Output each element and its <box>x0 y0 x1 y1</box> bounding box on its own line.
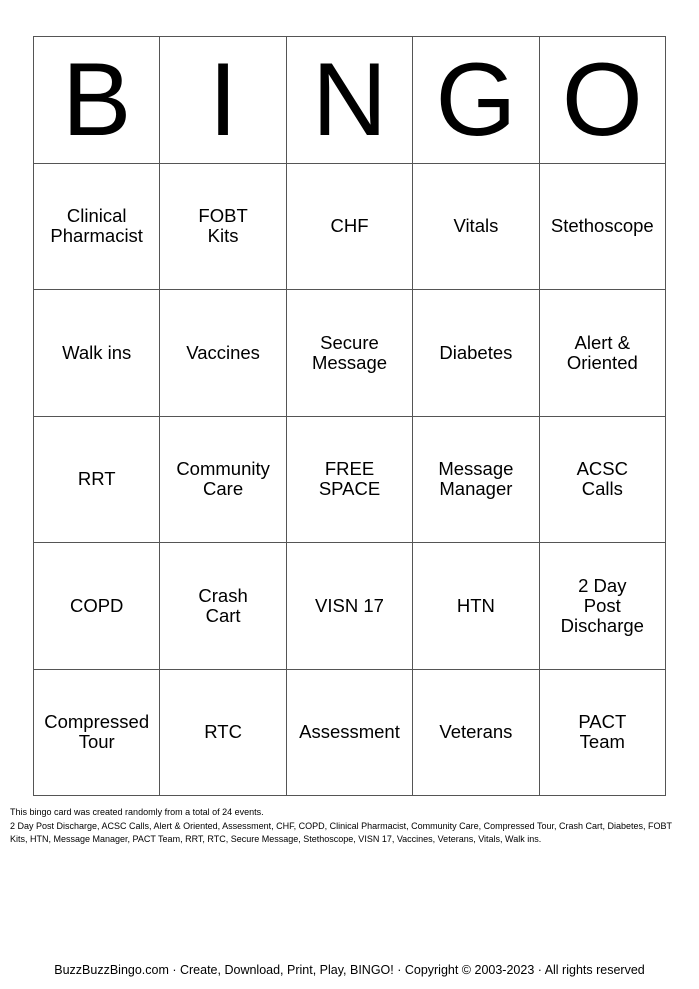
bingo-cell <box>34 164 160 291</box>
header-cell-i <box>160 37 286 164</box>
bingo-cell <box>413 670 539 797</box>
bingo-cell <box>540 670 666 797</box>
bingo-cell <box>160 670 286 797</box>
cell-text: HTN <box>456 594 495 616</box>
header-cell-g <box>413 37 539 164</box>
cell-text: VISN 17 <box>315 594 384 616</box>
bingo-cell <box>413 543 539 670</box>
bingo-cell <box>540 290 666 417</box>
cell-text: Compressed Tour <box>44 711 150 753</box>
cell-text: Vitals <box>453 215 499 237</box>
events-list: 2 Day Post Discharge, ACSC Calls, Alert & Oriented, Assessment, CHF, COPD, Clinical Pharmacist, Community Care, Compressed Tour, Crash Cart, Diabetes, FOBT Kits, HTN, Message Manager, PACT Team, RRT, RTC, Secure Message, Stethoscope, VISN 17, Vaccines, Veterans, Vitals, Walk ins. <box>10 820 672 844</box>
header-cell-b <box>34 37 160 164</box>
header-letter: B <box>62 41 132 158</box>
bingo-cell <box>160 164 286 291</box>
header-letter: G <box>435 41 517 158</box>
cell-text: CHF <box>330 215 369 237</box>
cell-text: Clinical Pharmacist <box>50 205 143 247</box>
cell-text: Assessment <box>299 721 400 743</box>
cell-text: FREE SPACE <box>318 458 381 500</box>
cell-text: RRT <box>77 468 116 490</box>
bingo-cell <box>540 543 666 670</box>
cell-text: PACT Team <box>578 711 627 753</box>
cell-text: 2 Day Post Discharge <box>560 574 644 636</box>
cell-text: Crash Cart <box>198 584 248 626</box>
footer-copyright: BuzzBuzzBingo.com · Create, Download, Print, Play, BINGO! · Copyright © 2003-2023 · All rights reserved <box>54 963 645 977</box>
bingo-cell <box>34 290 160 417</box>
header-letter: N <box>311 41 388 158</box>
cell-text: Stethoscope <box>550 215 654 237</box>
bingo-cell <box>287 164 413 291</box>
bingo-cell <box>413 417 539 544</box>
bingo-cell <box>413 290 539 417</box>
cell-text: ACSC Calls <box>576 458 628 500</box>
created-note: This bingo card was created randomly from a total of 24 events. <box>10 807 264 817</box>
bingo-cell <box>287 290 413 417</box>
bingo-cell <box>160 543 286 670</box>
bingo-card <box>33 36 666 796</box>
bingo-cell <box>34 670 160 797</box>
cell-text: Alert & Oriented <box>566 331 638 373</box>
cell-text: Community Care <box>176 458 270 500</box>
header-cell-o <box>540 37 666 164</box>
bingo-cell <box>287 543 413 670</box>
cell-text: Vaccines <box>186 341 260 363</box>
cell-text: RTC <box>204 721 242 743</box>
cell-text: Secure Message <box>311 331 388 373</box>
cell-text: Walk ins <box>62 341 132 363</box>
cell-text: Veterans <box>439 721 513 743</box>
bingo-cell <box>540 417 666 544</box>
bingo-cell <box>160 417 286 544</box>
bingo-cell <box>34 417 160 544</box>
bingo-cell <box>34 543 160 670</box>
header-letter: I <box>208 41 238 158</box>
cell-text: Message Manager <box>438 458 514 500</box>
cell-text: COPD <box>69 594 124 616</box>
header-letter: O <box>561 41 643 158</box>
free-space-cell <box>287 417 413 544</box>
bingo-cell <box>413 164 539 291</box>
cell-text: FOBT Kits <box>198 205 248 247</box>
bingo-cell <box>540 164 666 291</box>
cell-text: Diabetes <box>439 341 513 363</box>
bingo-cell <box>160 290 286 417</box>
header-cell-n <box>287 37 413 164</box>
card-info <box>10 806 690 847</box>
bingo-cell <box>287 670 413 797</box>
